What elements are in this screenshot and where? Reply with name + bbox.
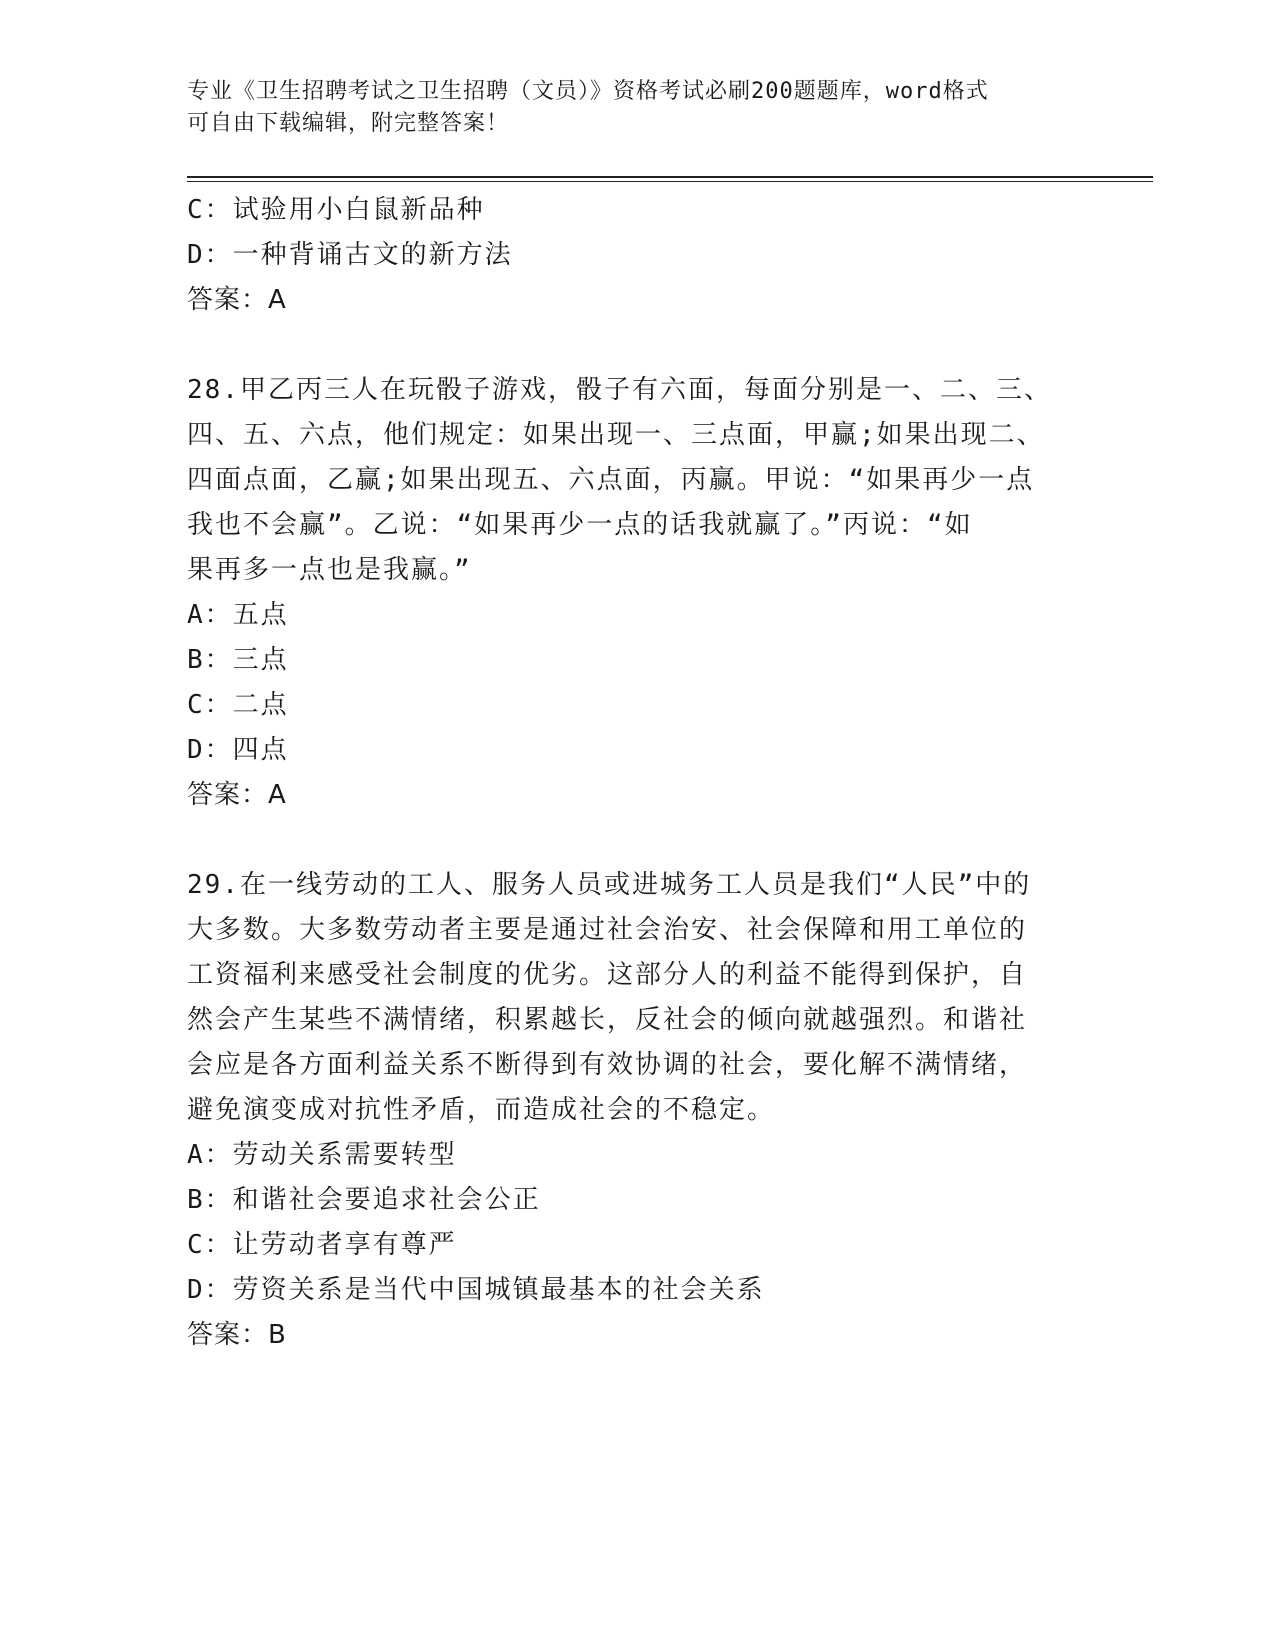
question-27-continued [187, 188, 1067, 323]
q27-option-d: D：一种背诵古文的新方法 [187, 240, 513, 270]
q27-option-c: C：试验用小白鼠新品种 [187, 195, 485, 225]
q29-stem-line: 29.在一线劳动的工人、服务人员或进城务工人员是我们“人民”中的 [187, 870, 1032, 900]
q29-answer: 答案：B [187, 1320, 287, 1350]
q29-stem-line: 然会产生某些不满情绪，积累越长，反社会的倾向就越强烈。和谐社 [187, 1005, 1028, 1035]
q28-answer: 答案：A [187, 780, 287, 810]
header-title-line-2: 可自由下载编辑，附完整答案！ [187, 111, 510, 136]
q28-stem-line: 果再多一点也是我赢。” [187, 555, 472, 585]
question-29 [187, 863, 1067, 1358]
page-header [187, 76, 1067, 140]
q28-stem-line: 四面点面，乙赢;如果出现五、六点面，丙赢。甲说：“如果再少一点 [187, 465, 1035, 495]
header-title-line-1: 专业《卫生招聘考试之卫生招聘（文员）》资格考试必刷200题题库，word格式 [187, 79, 989, 104]
q29-option-d: D：劳资关系是当代中国城镇最基本的社会关系 [187, 1275, 765, 1305]
question-28 [187, 368, 1067, 818]
q29-stem-line: 避免演变成对抗性矛盾，而造成社会的不稳定。 [187, 1095, 776, 1125]
q29-stem-line: 工资福利来感受社会制度的优劣。这部分人的利益不能得到保护，自 [187, 960, 1028, 990]
q28-stem-line: 我也不会赢”。乙说：“如果再少一点的话我就赢了。”丙说：“如 [187, 510, 973, 540]
header-divider [187, 176, 1153, 182]
q28-option-b: B：三点 [187, 645, 289, 675]
q29-option-a: A：劳动关系需要转型 [187, 1140, 457, 1170]
q28-option-d: D：四点 [187, 735, 289, 765]
q28-stem-line: 四、五、六点，他们规定：如果出现一、三点面，甲赢;如果出现二、 [187, 420, 1045, 450]
question-content [187, 188, 1067, 1358]
q28-option-a: A：五点 [187, 600, 289, 630]
q29-stem-line: 大多数。大多数劳动者主要是通过社会治安、社会保障和用工单位的 [187, 915, 1028, 945]
q28-stem-line: 28.甲乙丙三人在玩骰子游戏，骰子有六面，每面分别是一、二、三、 [187, 375, 1052, 405]
q28-option-c: C：二点 [187, 690, 289, 720]
spacer [187, 323, 1067, 368]
q29-stem-line: 会应是各方面利益关系不断得到有效协调的社会，要化解不满情绪， [187, 1050, 1028, 1080]
q29-option-c: C：让劳动者享有尊严 [187, 1230, 457, 1260]
spacer [187, 818, 1067, 863]
q29-option-b: B：和谐社会要追求社会公正 [187, 1185, 541, 1215]
q27-answer: 答案：A [187, 285, 287, 315]
